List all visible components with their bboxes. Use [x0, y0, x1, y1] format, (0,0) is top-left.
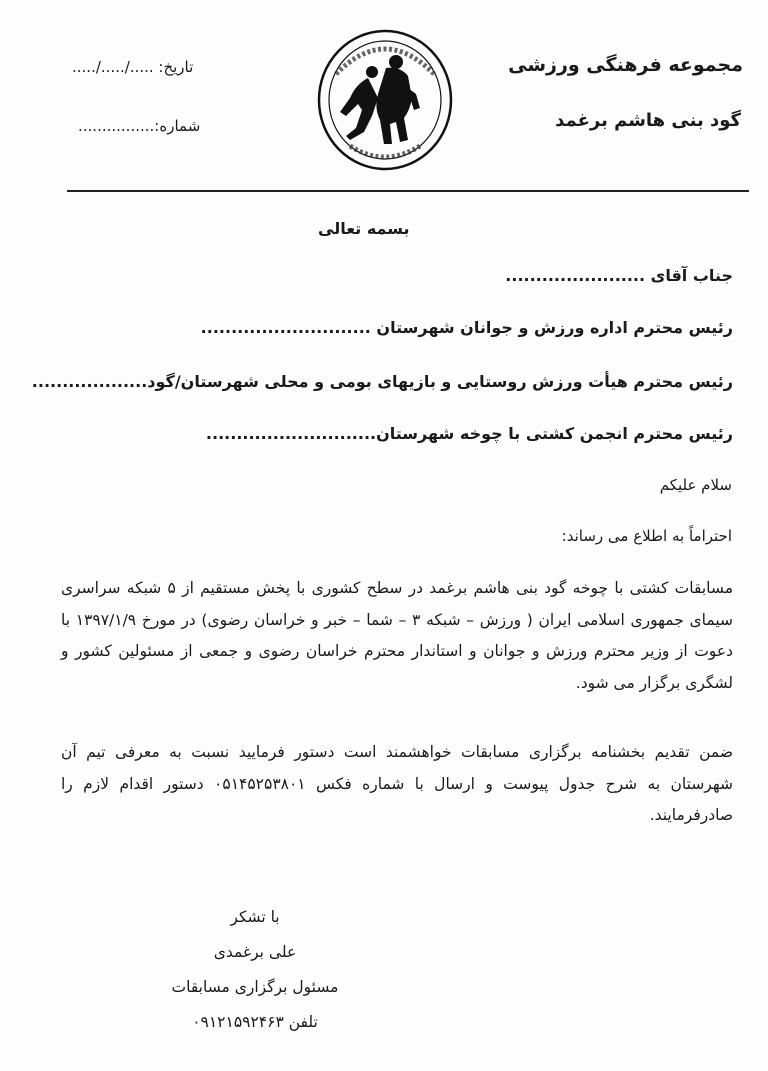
body-paragraph: ضمن تقدیم بخشنامه برگزاری مسابقات خواهشمند است دستور فرمایید نسبت به معرفی تیم آن شهرستان به شرح جدول پیوست و ارسال با شماره فکس ۰۵۱۴۵۲۵۳۸۰۱ دستور اقدام لازم را صادرفرمایند. [61, 743, 733, 824]
header-divider [67, 190, 749, 192]
closing-text: با تشکر [230, 908, 280, 926]
organization-subtitle: گود بنی هاشم برغمد [555, 110, 741, 131]
addressee-line: رئیس محترم هیأت ورزش روستایی و بازیهای بومی و محلی شهرستان/گود................... [31, 372, 733, 391]
intro-text: احتراماً به اطلاع می رساند: [561, 527, 732, 545]
addressee-line: جناب آقای ....................... [505, 266, 733, 285]
body-paragraph: مسابقات کشتی با چوخه گود بنی هاشم برغمد در سطح کشوری با پخش مستقیم از ۵ شبکه سراسری سیمای جمهوری اسلامی ایران ( ورزش – شبکه ۳ – شما – خبر و خراسان رضوی) در مورخ ۱۳۹۷/۱/۹ با دعوت از وزیر محترم ورزش و جوانان و استاندار محترم خراسان رضوی و جمعی از مسئولین کشور و لشگری برگزار می شود. [61, 579, 734, 692]
organization-name: مجموعه فرهنگی ورزشی [508, 54, 743, 76]
signer-phone: تلفن ۰۹۱۲۱۵۹۲۴۶۳ [192, 1013, 318, 1031]
addressee-line: رئیس محترم انجمن کشتی با چوخه شهرستان............................ [205, 424, 733, 443]
signer-name: علی برغمدی [213, 943, 297, 961]
signature-block [155, 900, 355, 1040]
date-field: تاریخ: ...../...../..... [72, 58, 194, 76]
number-field: شماره:................ [78, 117, 201, 135]
signer-title: مسئول برگزاری مسابقات [171, 978, 339, 996]
wrestlers-seal-logo-icon [316, 28, 454, 172]
basmala-heading: بسمه تعالی [318, 219, 410, 238]
greeting-text: سلام علیکم [659, 476, 732, 494]
addressee-line: رئیس محترم اداره ورزش و جوانان شهرستان ............................ [200, 318, 733, 337]
